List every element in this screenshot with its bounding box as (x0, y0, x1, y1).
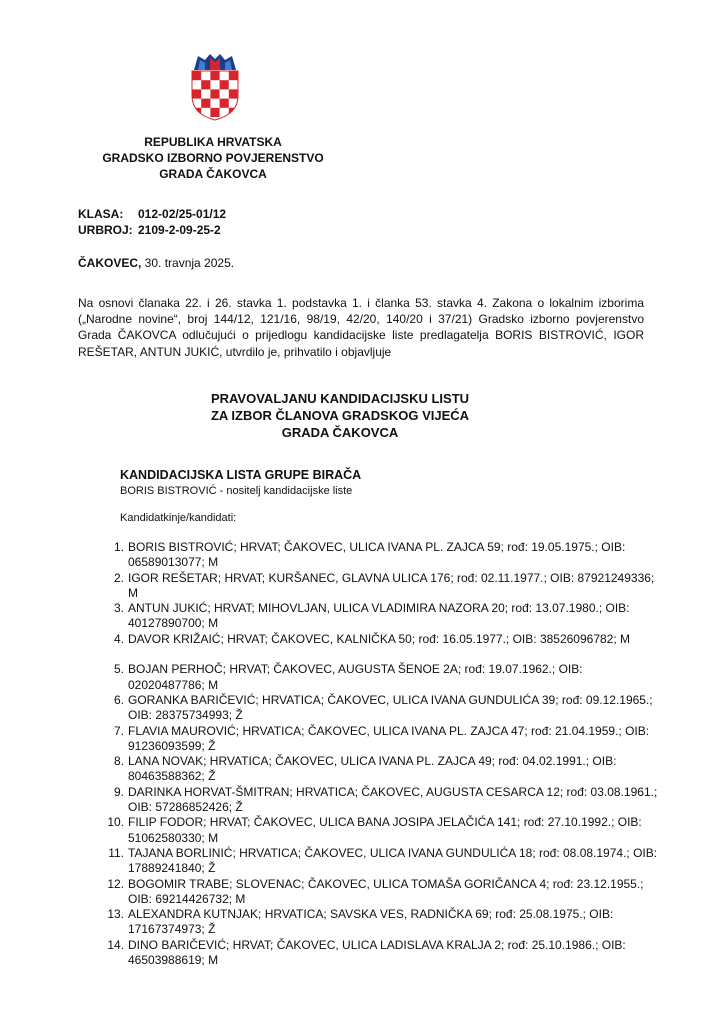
urbroj-label: URBROJ: (78, 223, 133, 237)
place-name: ČAKOVEC, (78, 256, 142, 270)
candidate-number: 14. (107, 937, 124, 952)
candidate-item (102, 846, 662, 877)
candidate-item (102, 877, 662, 908)
candidate-item (102, 907, 662, 938)
title-line-1: PRAVOVALJANU KANDIDACIJSKU LISTU (210, 391, 470, 406)
document-date: 30. travnja 2025. (141, 256, 235, 270)
candidate-details: FLAVIA MAUROVIĆ; HRVATICA; ČAKOVEC, ULICA IVANA PL. ZAJCA 47; rođ: 21.04.1959.; OIB: 91236093599; Ž (128, 723, 650, 753)
candidate-item (102, 815, 662, 846)
candidate-number: 4. (113, 631, 124, 646)
klasa-value: 012-02/25-01/12 (138, 207, 227, 221)
preamble-paragraph: Na osnovi članaka 22. i 26. stavka 1. podstavka 1. i članka 53. stavka 4. Zakona o lokalnim izborima („Narodne novine“, broj 144/12, 121/16, 98/19, 42/20, 140/20 i 37/21) Gradsko izborno povjerenstvo Grada ČAKOVCA odlučujući o prijedlogu kandidacijske liste predlagatelja BORIS BISTROVIĆ, IGOR REŠETAR, ANTUN JUKIĆ, utvrdilo je, prihvatilo i objavljuje (78, 296, 644, 359)
candidate-number: 10. (107, 815, 124, 830)
candidate-number: 2. (113, 570, 124, 585)
candidate-number: 13. (107, 907, 124, 922)
candidate-number: 6. (113, 692, 124, 707)
title-line-2: ZA IZBOR ČLANOVA GRADSKOG VIJEĆA (210, 408, 470, 423)
candidate-item (102, 938, 662, 969)
candidate-details: ALEXANDRA KUTNJAK; HRVATICA; SAVSKA VES, RADNIČKA 69; rođ: 25.08.1975.; OIB: 17167374973; Ž (128, 907, 614, 937)
candidate-item (102, 601, 662, 632)
candidate-item (102, 785, 662, 816)
klasa-label: KLASA: (78, 207, 124, 221)
candidate-number: 12. (107, 876, 124, 891)
document-title (180, 390, 500, 441)
candidate-number: 11. (108, 845, 124, 860)
reference-block (78, 206, 226, 238)
candidate-details: BOJAN PERHOČ; HRVAT; ČAKOVEC, AUGUSTA ŠENOE 2A; rođ: 19.07.1962.; OIB: 02020487786; M (128, 662, 583, 692)
candidate-item (102, 632, 662, 663)
header-line-commission: GRADSKO IZBORNO POVJERENSTVO (102, 151, 324, 165)
candidate-number: 5. (113, 662, 124, 677)
candidate-details: TAJANA BORLINIĆ; HRVATICA; ČAKOVEC, ULICA IVANA GUNDULIĆA 18; rođ: 08.08.1974.; OIB: 17889241840; Ž (128, 845, 658, 876)
header-line-republic: REPUBLIKA HRVATSKA (144, 135, 282, 149)
candidate-number: 7. (113, 723, 124, 738)
candidate-list (102, 540, 662, 968)
place-date (78, 256, 234, 270)
candidate-item (102, 571, 662, 602)
candidate-number: 3. (113, 601, 124, 616)
candidate-details: IGOR REŠETAR; HRVAT; KURŠANEC, GLAVNA ULICA 176; rođ: 02.11.1977.; OIB: 87921249336; M (128, 570, 655, 600)
candidate-item (102, 724, 662, 755)
urbroj-value: 2109-2-09-25-2 (138, 223, 221, 237)
candidate-details: DAVOR KRIŽAIĆ; HRVAT; ČAKOVEC, KALNIČKA 50; rođ: 16.05.1977.; OIB: 38526096782; M (128, 631, 631, 646)
candidates-label: Kandidatkinje/kandidati: (120, 512, 237, 524)
croatian-coat-of-arms-icon (190, 52, 240, 122)
candidate-number: 1. (113, 540, 124, 554)
candidate-details: GORANKA BARIČEVIĆ; HRVATICA; ČAKOVEC, ULICA IVANA GUNDULIĆA 39; rođ: 09.12.1965.; OIB: 28375734993; Ž (128, 692, 653, 723)
list-title: KANDIDACIJSKA LISTA GRUPE BIRAČA (120, 468, 362, 482)
title-line-3: GRADA ČAKOVCA (281, 425, 399, 440)
candidate-item (102, 693, 662, 724)
candidate-details: BORIS BISTROVIĆ; HRVAT; ČAKOVEC, ULICA IVANA PL. ZAJCA 59; rođ: 19.05.1975.; OIB: 06589013077; M (128, 540, 626, 570)
candidate-item (102, 754, 662, 785)
candidate-details: DARINKA HORVAT-ŠMITRAN; HRVATICA; ČAKOVEC, AUGUSTA CESARCA 12; rođ: 03.08.1961.; OIB: 57286852426; Ž (128, 784, 658, 815)
candidate-details: LANA NOVAK; HRVATICA; ČAKOVEC, ULICA IVANA PL. ZAJCA 49; rođ: 04.02.1991.; OIB: 80463588362; Ž (128, 754, 617, 784)
candidate-details: FILIP FODOR; HRVAT; ČAKOVEC, ULICA BANA JOSIPA JELAČIĆA 141; rođ: 27.10.1992.; OIB: 51062580330; M (128, 815, 642, 845)
candidate-details: BOGOMIR TRABE; SLOVENAC; ČAKOVEC, ULICA TOMAŠA GORIČANCA 4; rođ: 23.12.1955.; OIB: 69214426732; M (128, 876, 644, 906)
candidate-details: DINO BARIČEVIĆ; HRVAT; ČAKOVEC, ULICA LADISLAVA KRALJA 2; rođ: 25.10.1986.; OIB: 46503988619; M (128, 937, 626, 968)
issuer-header (98, 134, 328, 182)
header-line-city: GRADA ČAKOVCA (159, 167, 267, 181)
candidate-details: ANTUN JUKIĆ; HRVAT; MIHOVLJAN, ULICA VLADIMIRA NAZORA 20; rođ: 13.07.1980.; OIB: 40127890700; M (128, 601, 630, 631)
candidate-item (102, 662, 662, 693)
candidate-item (102, 540, 662, 571)
list-holder: BORIS BISTROVIĆ - nositelj kandidacijske liste (120, 485, 353, 497)
candidate-number: 9. (113, 784, 124, 799)
candidate-number: 8. (113, 754, 124, 769)
